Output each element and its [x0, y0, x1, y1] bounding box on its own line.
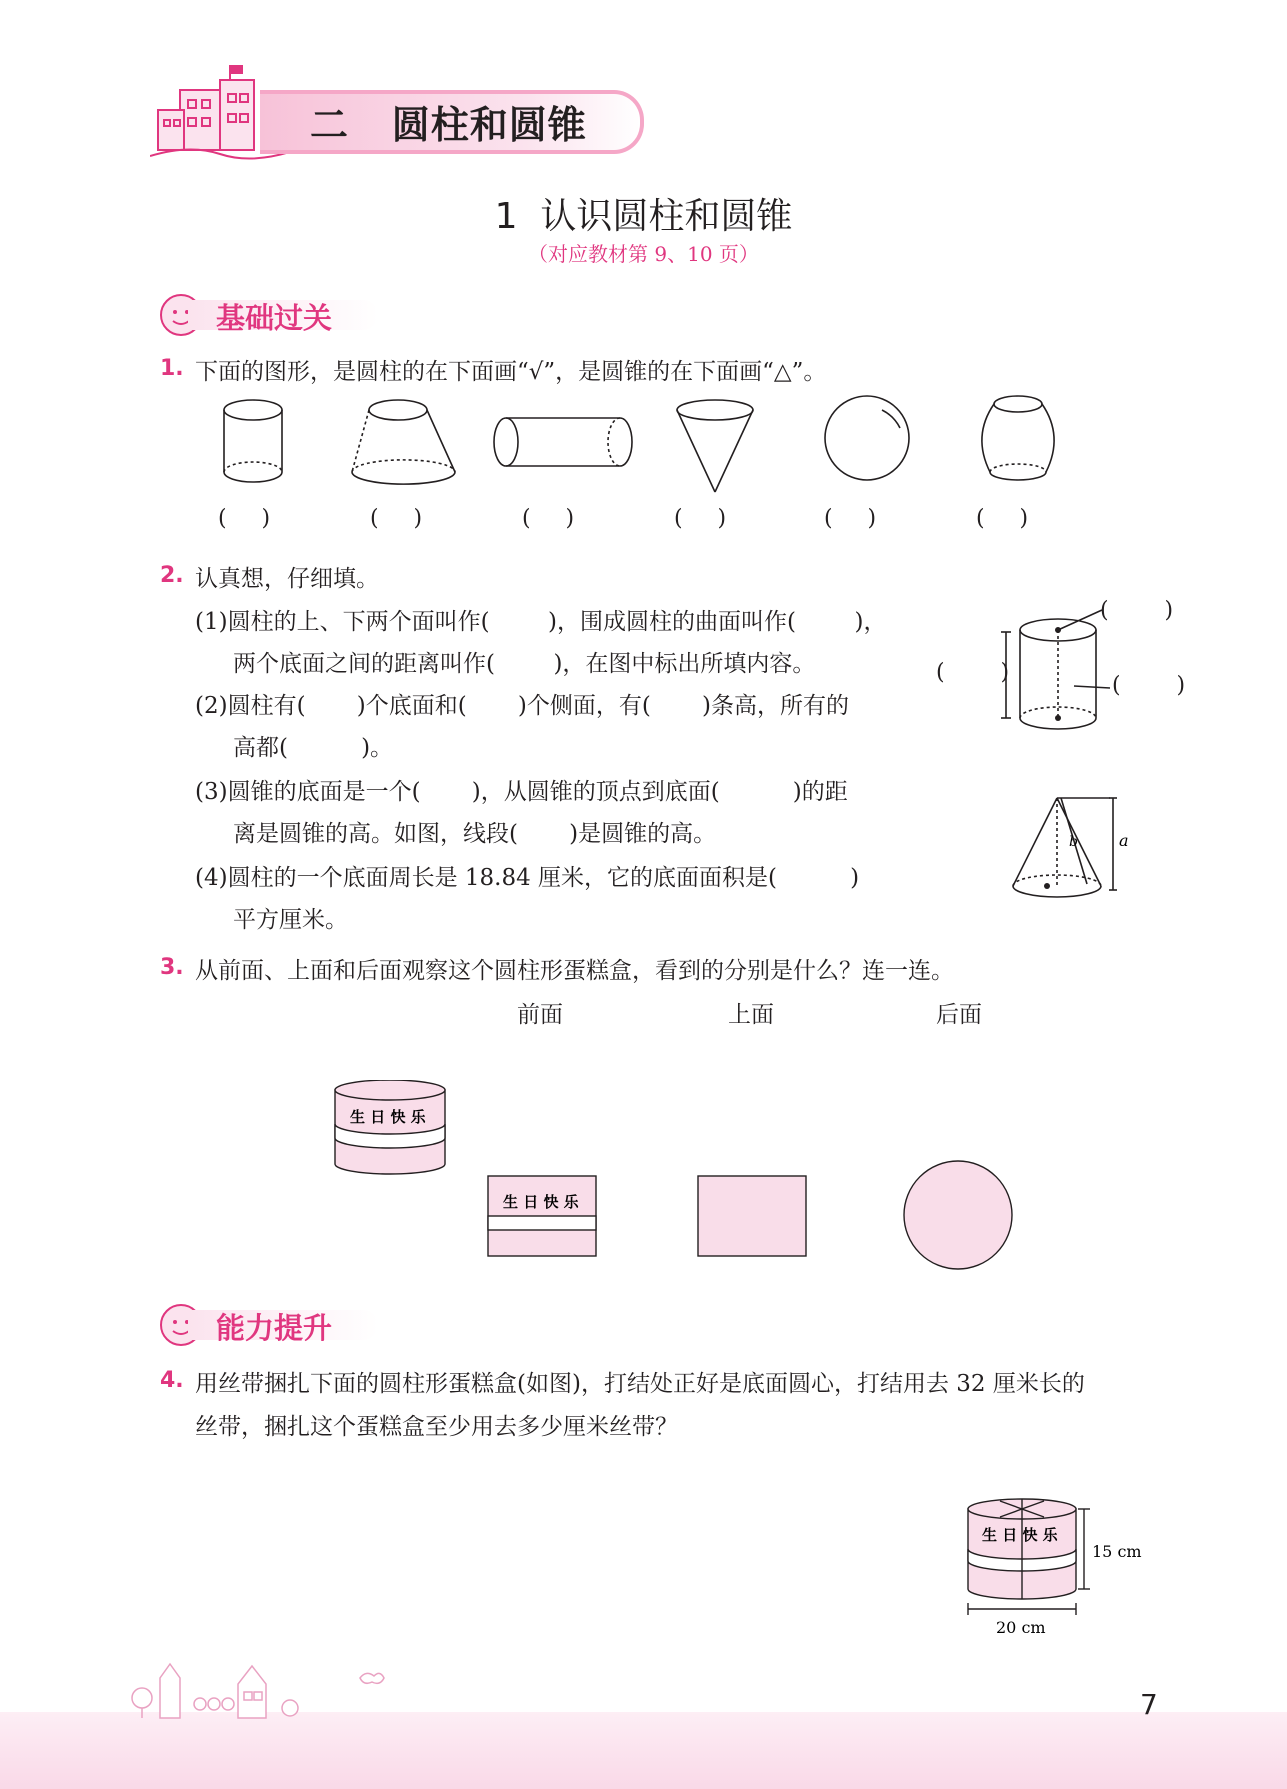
height-label: 15 cm [1092, 1542, 1142, 1561]
chapter-title: 二 圆柱和圆锥 [310, 103, 587, 147]
town-decoration-icon [120, 1648, 420, 1720]
view-label-back: 后面 [936, 1002, 982, 1028]
question-text: 用丝带捆扎下面的圆柱形蛋糕盒(如图)，打结处正好是底面圆心，打结用去 32 厘米长的 [195, 1371, 1085, 1397]
section-header-basic [158, 292, 378, 338]
section-header-advanced [158, 1302, 378, 1348]
answer-blank[interactable]: ( ) [824, 506, 877, 531]
answer-blank[interactable]: ( ) [218, 506, 271, 531]
sub-question-line: 平方厘米。 [233, 907, 348, 933]
lesson-subtitle: （对应教材第 9、10 页） [528, 242, 759, 266]
q1-shapes [210, 392, 1080, 504]
footer-band [0, 1712, 1287, 1789]
front-view-label: 生 日 快 乐 [503, 1193, 579, 1211]
sub-question-line: 两个底面之间的距离叫作( )，在图中标出所填内容。 [233, 651, 816, 677]
label-blank-top-base[interactable]: ( ) [1100, 598, 1174, 623]
sphere-icon [825, 396, 909, 480]
view-label-top: 上面 [728, 1002, 774, 1028]
sub-question-line: (2)圆柱有( )个底面和( )个侧面，有( )条高，所有的 [195, 693, 849, 719]
question-number: 1. [160, 356, 184, 381]
horizontal-cylinder-icon [494, 418, 632, 466]
diameter-label: 20 cm [996, 1618, 1046, 1637]
view-label-front: 前面 [517, 1002, 563, 1028]
cylinder-icon [224, 400, 282, 482]
question-number: 3. [160, 955, 184, 980]
ribbon-cake-label: 生 日 快 乐 [982, 1526, 1058, 1544]
sub-question-line: (1)圆柱的上、下两个面叫作( )，围成圆柱的曲面叫作( )， [195, 609, 887, 635]
sub-question-line: (4)圆柱的一个底面周长是 18.84 厘米，它的底面面积是( ) [195, 865, 860, 891]
sub-question-line: (3)圆锥的底面是一个( )，从圆锥的顶点到底面( )的距 [195, 779, 848, 805]
cake-label: 生 日 快 乐 [350, 1108, 426, 1126]
front-view-rectangle [488, 1176, 596, 1256]
label-blank-height[interactable]: ( ) [936, 660, 1010, 685]
barrel-icon [982, 396, 1054, 480]
sub-question-line: 高都( )。 [233, 735, 394, 761]
question-text: 丝带，捆扎这个蛋糕盒至少用去多少厘米丝带？ [195, 1414, 678, 1440]
top-view-circle [904, 1161, 1012, 1269]
question-number: 4. [160, 1368, 184, 1393]
answer-blank[interactable]: ( ) [522, 506, 575, 531]
question-text: 认真想，仔细填。 [195, 566, 379, 592]
cone-icon [677, 400, 753, 492]
question-text: 从前面、上面和后面观察这个圆柱形蛋糕盒，看到的分别是什么？连一连。 [195, 958, 954, 984]
cake-views-diagram [330, 1080, 1030, 1275]
sub-question-line: 离是圆锥的高。如图，线段( )是圆锥的高。 [233, 821, 717, 847]
cone-label-a: a [1119, 831, 1129, 850]
answer-blank[interactable]: ( ) [674, 506, 727, 531]
answer-blank[interactable]: ( ) [370, 506, 423, 531]
question-number: 2. [160, 563, 184, 588]
page-number: 7 [1140, 1688, 1158, 1721]
answer-blank[interactable]: ( ) [976, 506, 1029, 531]
label-blank-lateral[interactable]: ( ) [1112, 673, 1186, 698]
side-view-rectangle [698, 1176, 806, 1256]
question-text: 下面的图形，是圆柱的在下面画“√”，是圆锥的在下面画“△”。 [195, 359, 827, 385]
section-title-basic: 基础过关 [216, 301, 333, 335]
cone-height-diagram [1005, 790, 1145, 910]
cylinder-cake-box [335, 1080, 445, 1174]
lesson-title: 1 认识圆柱和圆锥 [494, 196, 793, 237]
section-title-advanced: 能力提升 [216, 1311, 333, 1345]
frustum-icon [352, 400, 455, 484]
cone-label-b: b [1069, 834, 1078, 850]
chapter-header [150, 60, 650, 170]
ribbon-cake-diagram [960, 1495, 1160, 1645]
